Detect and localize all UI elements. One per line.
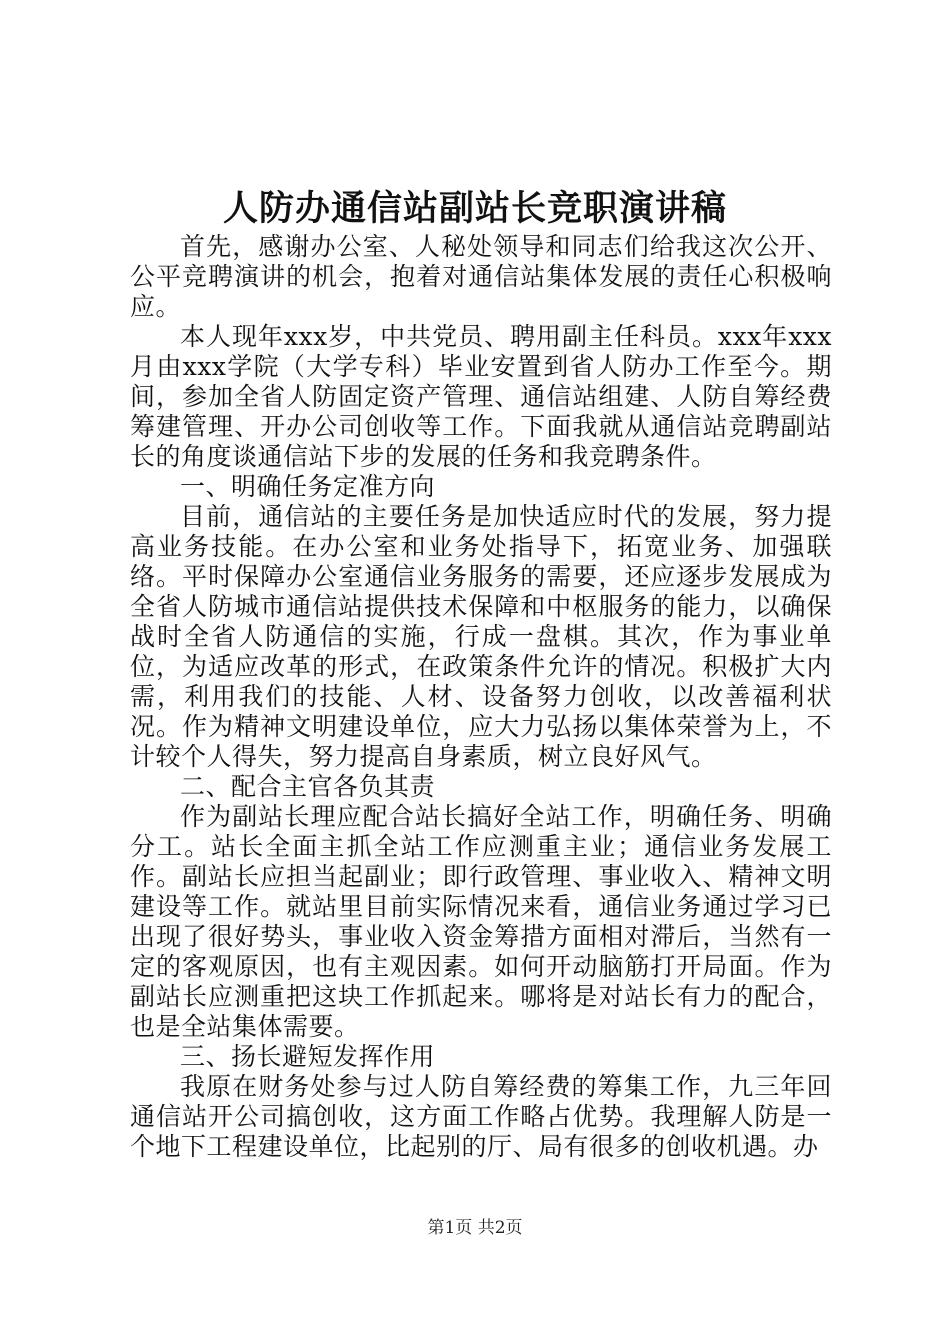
section-1-paragraph: 目前，通信站的主要任务是加快适应时代的发展，努力提高业务技能。在办公室和业务处指导下，拓宽业务、加强联络。平时保障办公室通信业务服务的需要，还应逐步发展成为全省人防城市通信站提供技术保障和中枢服务的能力，以确保战时全省人防通信的实施，行成一盘棋。其次，作为事业单位，为适应改革的形式，在政策条件允许的情况。积极扩大内需，利用我们的技能、人材、设备努力创收，以改善福利状况。作为精神文明建设单位，应大力弘扬以集体荣誉为上，不计较个人得失，努力提高自身素质，树立良好风气。 <box>130 502 832 771</box>
document-body <box>130 232 832 1162</box>
section-1-heading: 一、明确任务定准方向 <box>180 472 436 501</box>
page-number-footer: 第1页 共2页 <box>427 1218 523 1238</box>
section-3-paragraph: 我原在财务处参与过人防自筹经费的筹集工作，九三年回通信站开公司搞创收，这方面工作略占优势。我理解人防是一个地下工程建设单位，比起别的厅、局有很多的创收机遇。办 <box>130 1072 832 1161</box>
section-3-heading: 三、扬长避短发挥作用 <box>180 1042 436 1071</box>
intro-paragraph: 首先，感谢办公室、人秘处领导和同志们给我这次公开、公平竞聘演讲的机会，抱着对通信站集体发展的责任心积极响应。 <box>130 232 832 321</box>
background-paragraph: 本人现年xxx岁，中共党员、聘用副主任科员。xxx年xxx月由xxx学院（大学专科）毕业安置到省人防办工作至今。期间，参加全省人防固定资产管理、通信站组建、人防自筹经费筹建管理、开办公司创收等工作。下面我就从通信站竞聘副站长的角度谈通信站下步的发展的任务和我竞聘条件。 <box>130 322 832 471</box>
section-2-heading: 二、配合主官各负其责 <box>180 772 436 801</box>
section-2-paragraph: 作为副站长理应配合站长搞好全站工作，明确任务、明确分工。站长全面主抓全站工作应测重主业；通信业务发展工作。副站长应担当起副业；即行政管理、事业收入、精神文明建设等工作。就站里目前实际情况来看，通信业务通过学习已出现了很好势头，事业收入资金筹措方面相对滞后，当然有一定的客观原因，也有主观因素。如何开动脑筋打开局面。作为副站长应测重把这块工作抓起来。哪将是对站长有力的配合，也是全站集体需要。 <box>130 802 832 1041</box>
document-title: 人防办通信站副站长竞职演讲稿 <box>222 188 727 229</box>
